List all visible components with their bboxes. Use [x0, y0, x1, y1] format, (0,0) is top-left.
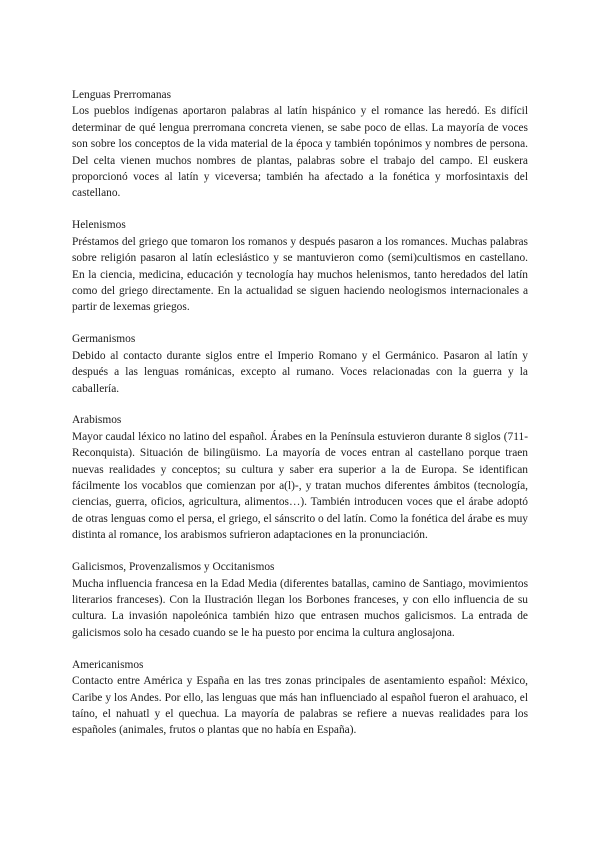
section-heading: Lenguas Prerromanas: [72, 89, 172, 101]
section-heading: Helenismos: [72, 219, 126, 232]
section-galicismos: [72, 559, 528, 641]
section-heading: Germanismos: [72, 333, 136, 346]
section-paragraph: Mucha influencia francesa en la Edad Media (diferentes batallas, camino de Santiago, movimientos literarios franceses). Con la Ilustración llegan los Borbones franceses, y con ello influencia de su cultura. La invasión napoleónica también hizo que entrasen muchos galicismos. La entrada de galicismos solo ha cesado cuando se le ha puesto por encima la cultura anglosajona.: [72, 577, 528, 639]
section-helenismos: [72, 217, 528, 315]
section-lenguas-prerromanas: [72, 87, 528, 202]
section-heading: Americanismos: [72, 658, 144, 671]
section-heading: Galicismos, Provenzalismos y Occitanismos: [72, 561, 275, 574]
section-heading: Arabismos: [72, 414, 122, 427]
section-americanismos: [72, 657, 528, 739]
section-paragraph: Debido al contacto durante siglos entre el Imperio Romano y el Germánico. Pasaron al latín y después a las lenguas románicas, excepto al rumano. Voces relacionadas con la guerra y la caballería.: [72, 349, 528, 395]
section-paragraph: Préstamos del griego que tomaron los romanos y después pasaron a los romances. Muchas palabras sobre religión pasaron al latín eclesiástico y se mantuvieron como (semi)cultismos en castellano. En la ciencia, medicina, educación y tecnología hay muchos helenismos, tanto heredados del latín como del griego directamente. En la actualidad se siguen haciendo neologismos internacionales a partir de lexemas griegos.: [72, 235, 528, 314]
section-paragraph: Contacto entre América y España en las tres zonas principales de asentamiento español: México, Caribe y los Andes. Por ello, las lenguas que más han influenciado al español fueron el arahuaco, el taíno, el nahuatl y el quechua. La mayoría de palabras se refiere a nuevas realidades para los españoles (animales, frutos o plantas que no había en España).: [72, 675, 528, 737]
section-arabismos: [72, 412, 528, 543]
section-paragraph: Mayor caudal léxico no latino del español. Árabes en la Península estuvieron durante 8 siglos (711-Reconquista). Situación de bilingüismo. La mayoría de voces entran al castellano porque traen nuevas realidades y conceptos; su cultura y saber era superior a la de Europa. Se identifican fácilmente los vocablos que comienzan por a(l)-, y tratan muchos diferentes ámbitos (tecnología, ciencias, guerra, oficios, agricultura, alimentos…). También introducen voces que el árabe adoptó de otras lenguas como el persa, el griego, el sánscrito o del latín. Como la fonética del árabe es muy distinta al romance, los arabismos sufrieron adaptaciones en la pronunciación.: [72, 430, 528, 542]
section-germanismos: [72, 331, 528, 397]
document-page: [72, 87, 528, 754]
section-paragraph: Los pueblos indígenas aportaron palabras al latín hispánico y el romance las heredó. Es difícil determinar de qué lengua prerromana concreta vienen, se sabe poco de ellas. La mayoría de voces son sobre los conceptos de la vida material de la época y también topónimos y nombres de persona. Del celta vienen muchos nombres de plantas, palabras sobre el trabajo del campo. El euskera proporcionó voces al latín y viceversa; también ha afectado a la fonética y morfosintaxis del castellano.: [72, 105, 528, 200]
